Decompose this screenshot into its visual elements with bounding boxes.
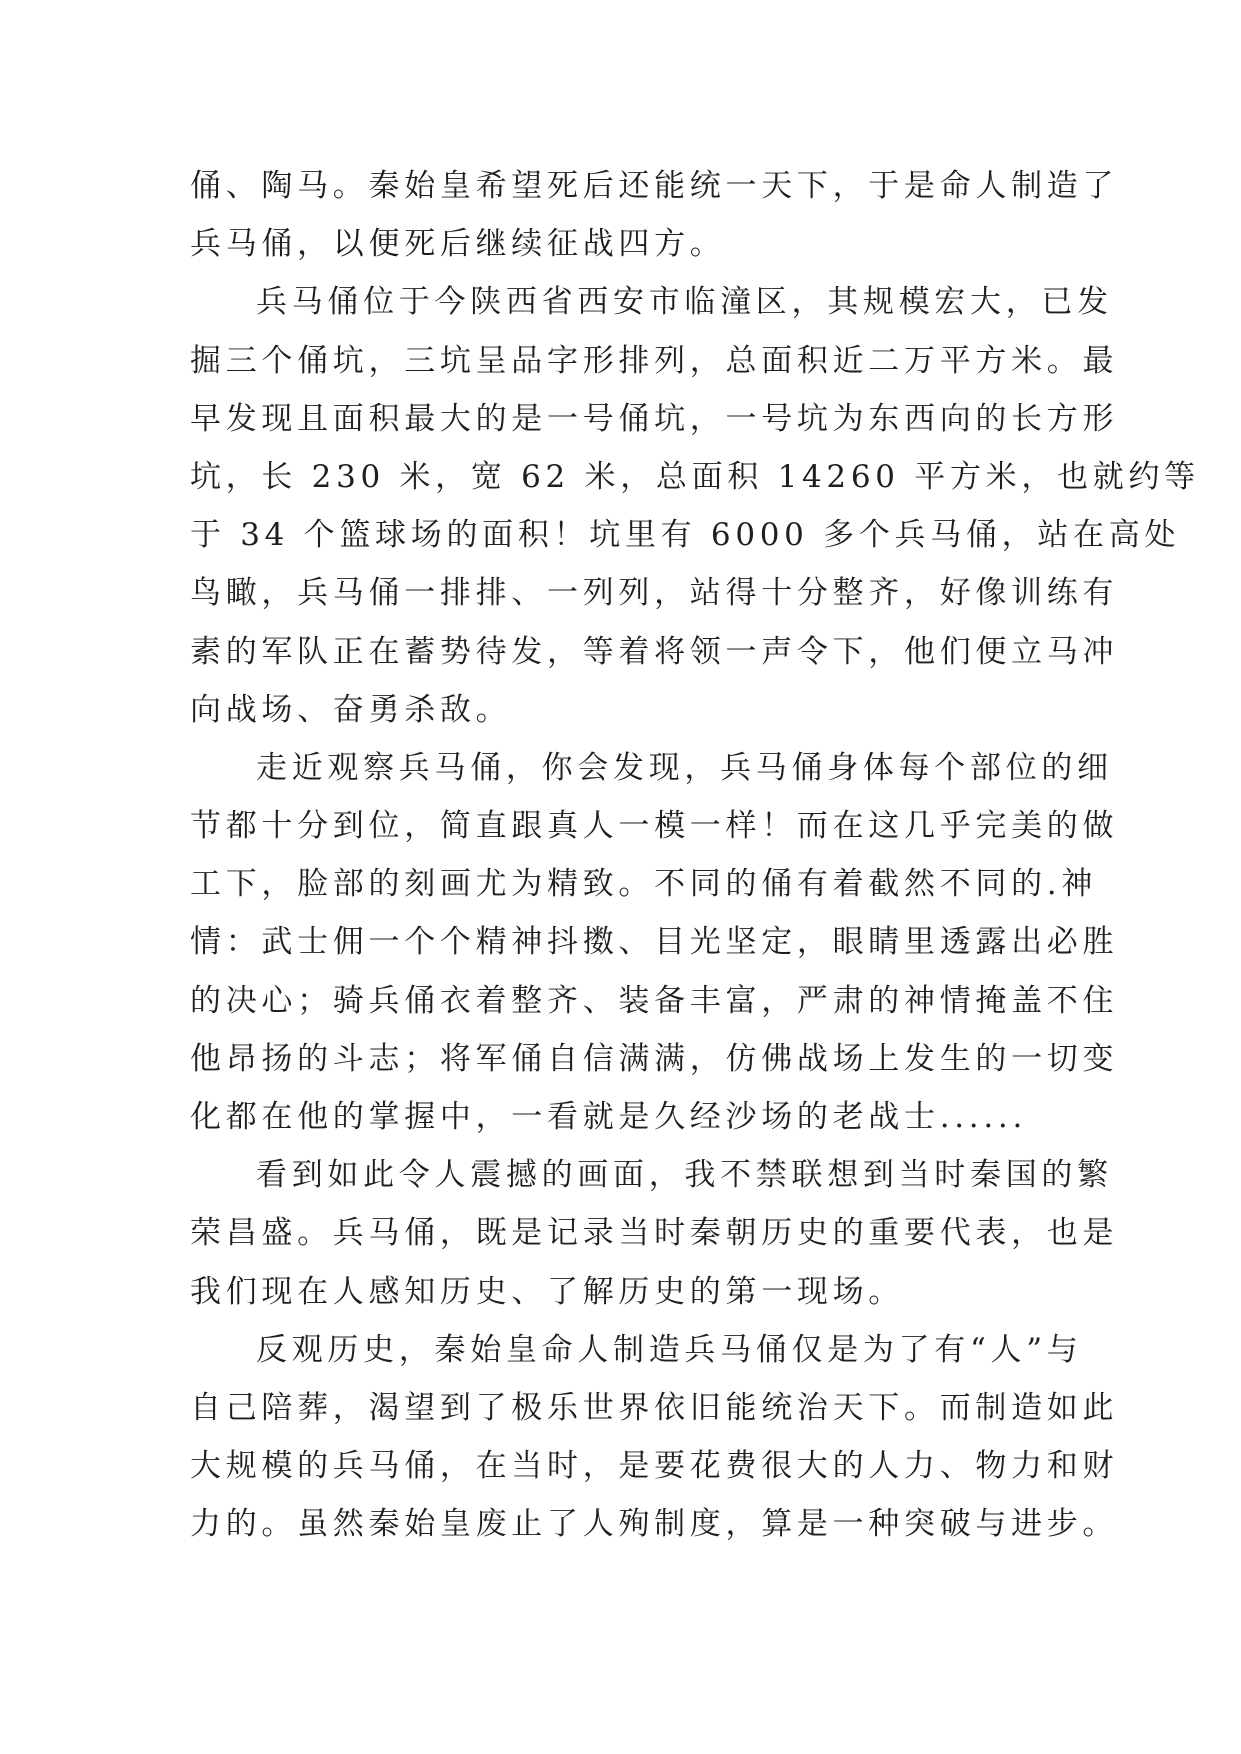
paragraph-first-line: 走近观察兵马俑，你会发现，兵马俑身体每个部位的细: [256, 749, 1113, 786]
text-line: 素的军队正在蓄势待发，等着将领一声令下，他们便立马冲: [190, 633, 1119, 670]
text-line: 工下，脸部的刻画尤为精致。不同的俑有着截然不同的.神: [190, 866, 1098, 903]
paragraph-first-line: 兵马俑位于今陕西省西安市临潼区，其规模宏大，已发: [256, 284, 1113, 321]
text-line: 鸟瞰，兵马俑一排排、一列列，站得十分整齐，好像训练有: [190, 575, 1119, 612]
text-line: 于 34 个篮球场的面积！坑里有 6000 多个兵马俑，站在高处: [190, 517, 1181, 554]
paragraph-first-line: 反观历史，秦始皇命人制造兵马俑仅是为了有“人”与: [256, 1331, 1083, 1368]
text-line: 他昂扬的斗志；将军俑自信满满，仿佛战场上发生的一切变: [190, 1040, 1119, 1077]
text-line: 我们现在人感知历史、了解历史的第一现场。: [190, 1273, 904, 1310]
text-line: 荣昌盛。兵马俑，既是记录当时秦朝历史的重要代表，也是: [190, 1215, 1119, 1252]
text-line: 情：武士佣一个个精神抖擞、目光坚定，眼睛里透露出必胜: [190, 924, 1119, 961]
text-line: 的决心；骑兵俑衣着整齐、装备丰富，严肃的神情掩盖不住: [190, 982, 1119, 1019]
text-line: 兵马俑，以便死后继续征战四方。: [190, 226, 726, 263]
text-line: 早发现且面积最大的是一号俑坑，一号坑为东西向的长方形: [190, 400, 1119, 437]
text-line: 力的。虽然秦始皇废止了人殉制度，算是一种突破与进步。: [190, 1506, 1119, 1543]
text-line: 化都在他的掌握中，一看就是久经沙场的老战士......: [190, 1099, 1028, 1135]
document-body: [190, 157, 1200, 1554]
text-line: 自己陪葬，渴望到了极乐世界依旧能统治天下。而制造如此: [190, 1389, 1119, 1426]
text-line: 掘三个俑坑，三坑呈品字形排列，总面积近二万平方米。最: [190, 342, 1119, 379]
text-line: 向战场、奋勇杀敌。: [190, 691, 512, 728]
text-line: 坑，长 230 米，宽 62 米，总面积 14260 平方米，也就约等: [190, 458, 1200, 495]
text-line: 俑、陶马。秦始皇希望死后还能统一天下，于是命人制造了: [190, 168, 1119, 204]
text-line: 节都十分到位，简直跟真人一模一样！而在这几乎完美的做: [190, 808, 1119, 845]
paragraph-first-line: 看到如此令人震撼的画面，我不禁联想到当时秦国的繁: [256, 1157, 1113, 1194]
text-line: 大规模的兵马俑，在当时，是要花费很大的人力、物力和财: [190, 1448, 1119, 1485]
